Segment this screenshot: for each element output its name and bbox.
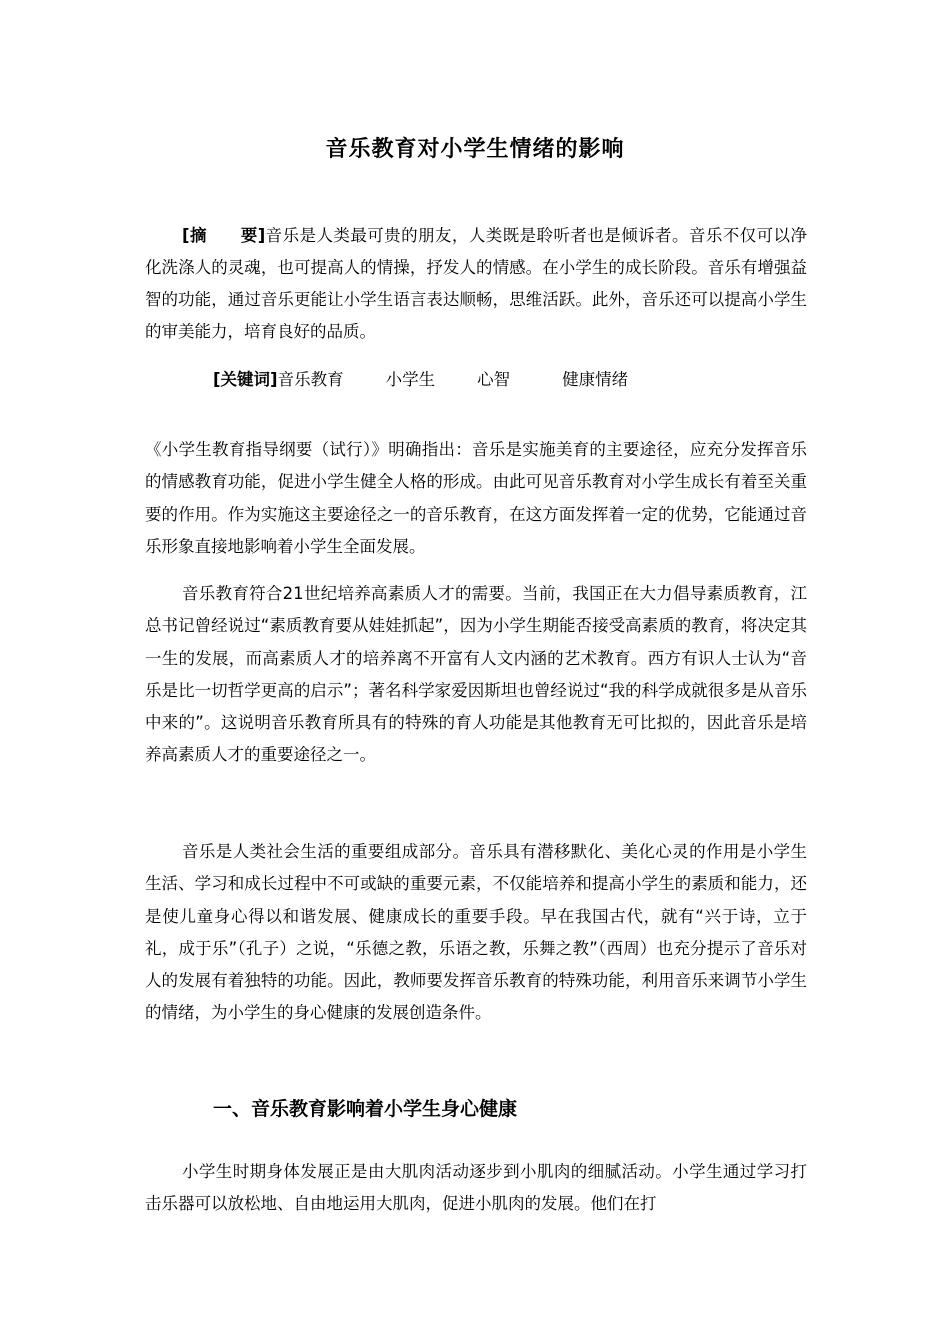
keywords (213, 364, 628, 396)
abstract-text: 音乐是人类最可贵的朋友，人类既是聆听者也是倾诉者。音乐不仅可以净化洗涤人的灵魂，也可提高人的情操，抒发人的情感。在小学生的成长阶段。音乐有增强益智的功能，通过音乐更能让小学生语言表达顺畅，思维活跃。此外，音乐还可以提高小学生的审美能力，培育良好的品质。 (145, 226, 807, 341)
body-paragraph: 小学生时期身体发展正是由大肌肉活动逐步到小肌肉的细腻活动。小学生通过学习打击乐器可以放松地、自由地运用大肌肉，促进小肌肉的发展。他们在打 (145, 1162, 807, 1214)
keyword-item: 小学生 (385, 370, 436, 389)
keywords-label: [关键词] (213, 370, 278, 389)
abstract-label: [摘 要] (182, 226, 266, 245)
body-paragraph: 《小学生教育指导纲要（试行）》明确指出：音乐是实施美育的主要途径，应充分发挥音乐的情感教育功能，促进小学生健全人格的形成。由此可见音乐教育对小学生成长有着至关重要的作用。作为实施这主要途径之一的音乐教育，在这方面发挥着一定的优势，它能通过音乐形象直接地影响着小学生全面发展。 (145, 440, 807, 556)
body-paragraph: 音乐教育符合21世纪培养高素质人才的需要。当前，我国正在大力倡导素质教育，江总书记曾经说过“素质教育要从娃娃抓起”，因为小学生期能否接受高素质的教育，将决定其一生的发展，而高素质人才的培养离不开富有人文内涵的艺术教育。西方有识人士认为“音乐是比一切哲学更高的启示”；著名科学家爱因斯坦也曾经说过“我的科学成就很多是从音乐中来的”。这说明音乐教育所具有的特殊的育人功能是其他教育无可比拟的，因此音乐是培养高素质人才的重要途径之一。 (145, 584, 807, 765)
body-paragraph: 音乐是人类社会生活的重要组成部分。音乐具有潜移默化、美化心灵的作用是小学生生活、学习和成长过程中不可或缺的重要元素，不仅能培养和提高小学生的素质和能力，还是使儿童身心得以和谐发展、健康成长的重要手段。早在我国古代，就有“兴于诗，立于礼，成于乐”（孔子）之说，“乐德之教，乐语之教，乐舞之教”（西周）也充分提示了音乐对人的发展有着独特的功能。因此，教师要发挥音乐教育的特殊功能，利用音乐来调节小学生的情绪，为小学生的身心健康的发展创造条件。 (145, 842, 807, 1023)
keyword-item: 心智 (477, 370, 511, 389)
section-heading: 一、音乐教育影响着小学生身心健康 (213, 1098, 518, 1120)
keyword-item: 健康情绪 (562, 370, 629, 389)
keyword-item: 音乐教育 (277, 370, 344, 389)
paper-title: 音乐教育对小学生情绪的影响 (325, 137, 625, 162)
abstract (145, 220, 807, 348)
